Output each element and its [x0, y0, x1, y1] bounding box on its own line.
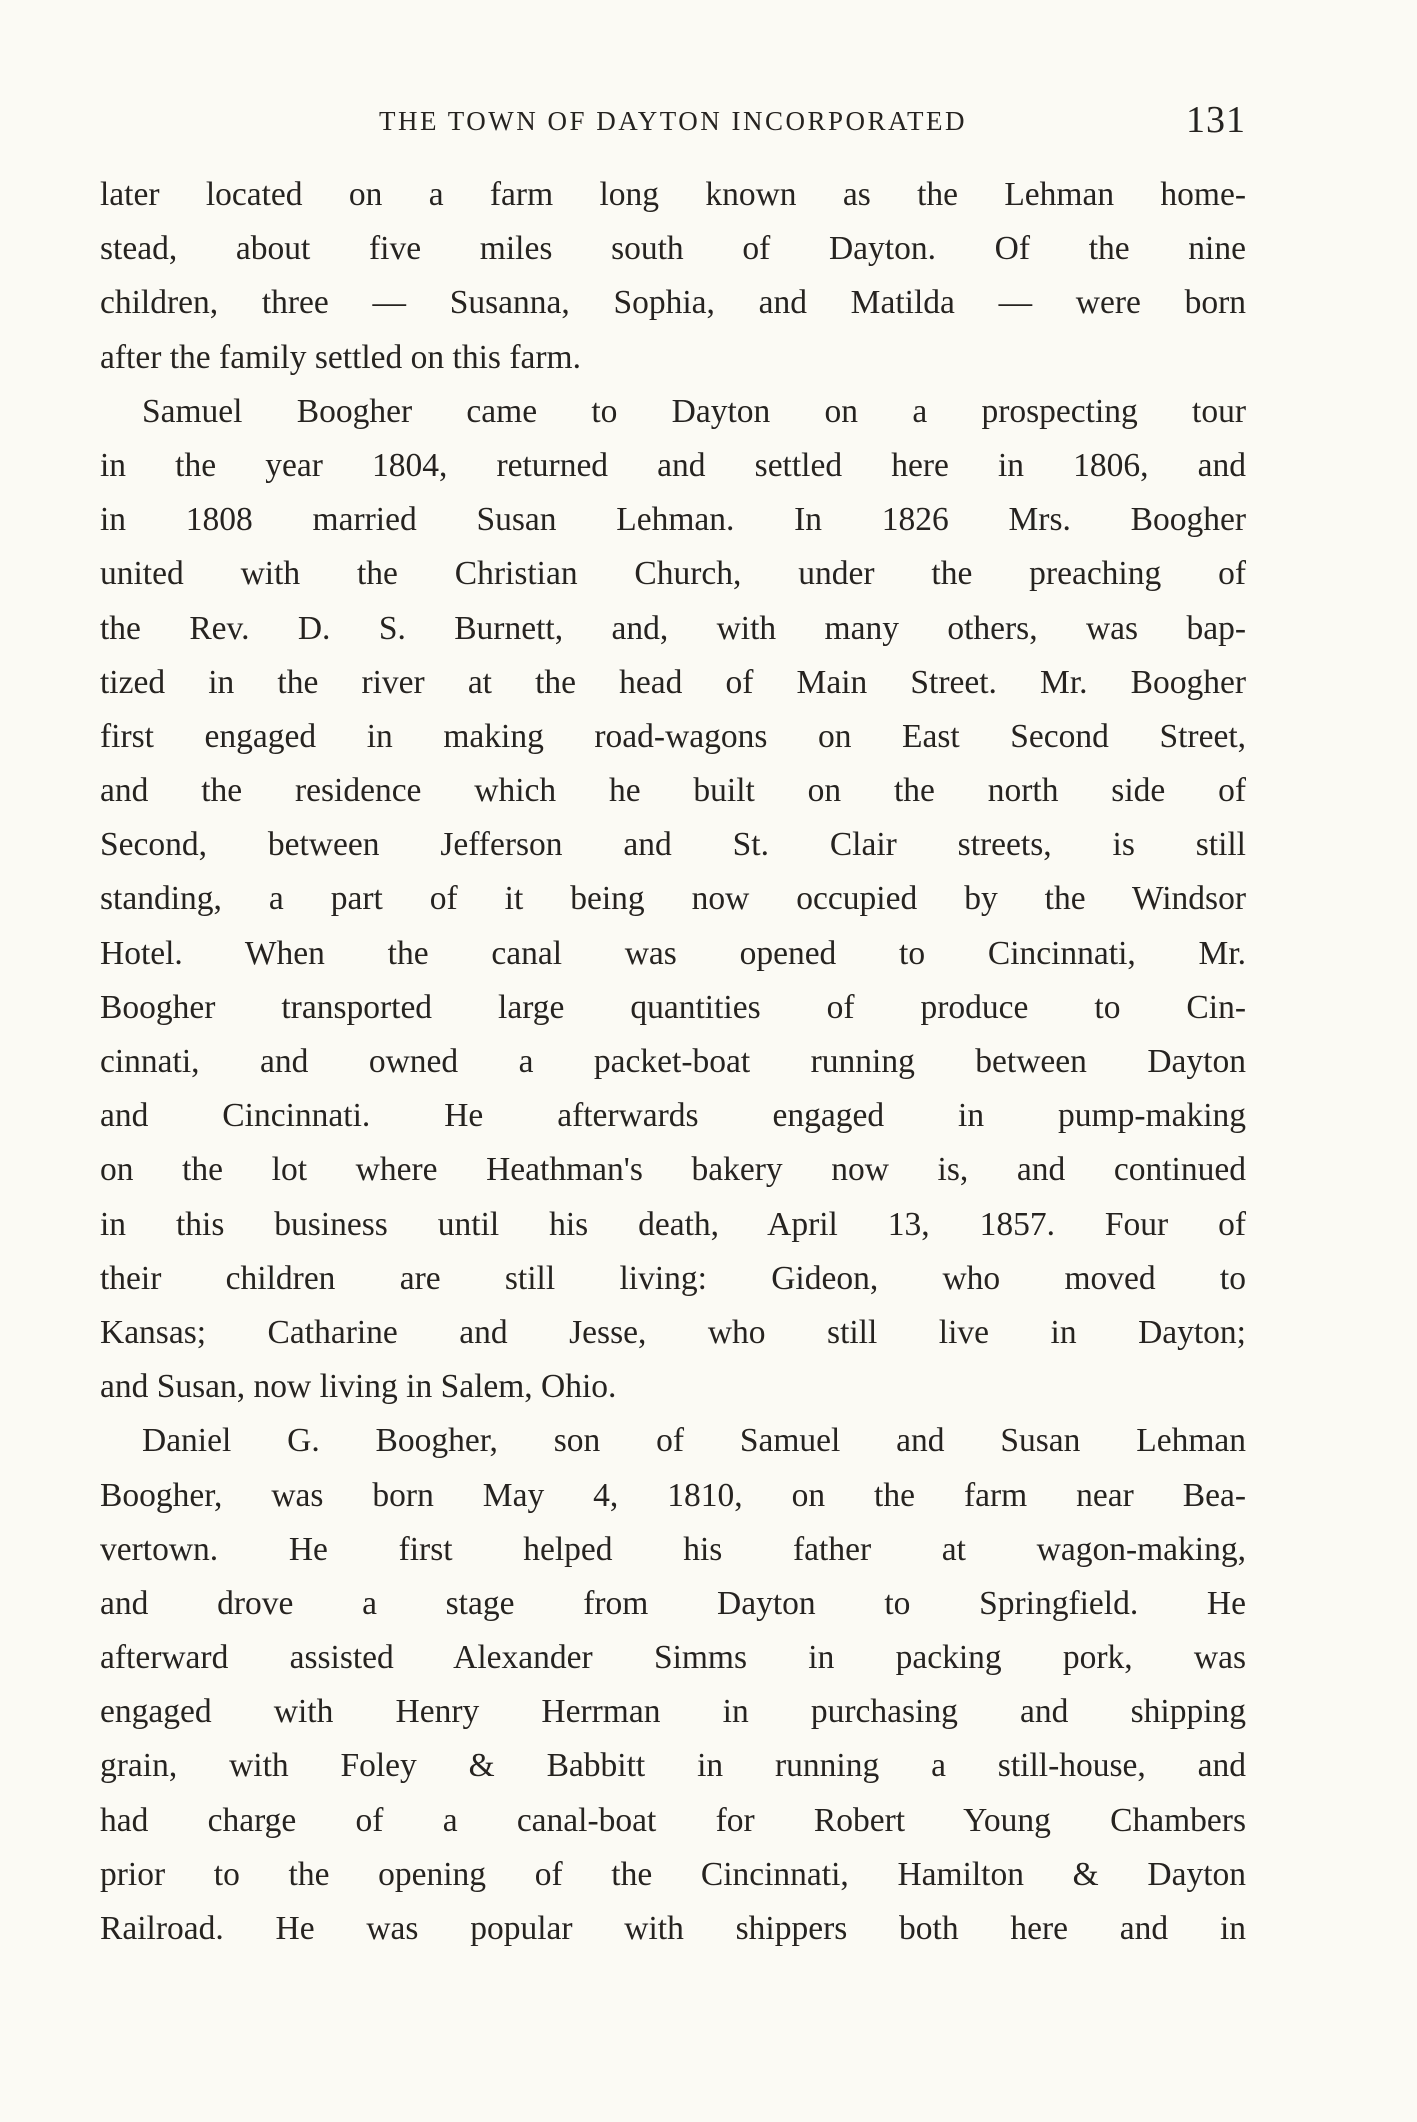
text-line: in 1808 married Susan Lehman. In 1826 Mrs. Boogher	[100, 501, 1246, 539]
text-line: Second, between Jefferson and St. Clair streets, is still	[100, 826, 1246, 864]
text-line: first engaged in making road-wagons on East Second Street,	[100, 717, 1246, 755]
text-line: vertown. He first helped his father at wagon-making,	[100, 1530, 1246, 1568]
text-line: afterward assisted Alexander Simms in packing pork, was	[100, 1639, 1246, 1677]
text-line: tized in the river at the head of Main Street. Mr. Boogher	[100, 663, 1246, 701]
text-line: and Susan, now living in Salem, Ohio.	[100, 1368, 617, 1406]
text-line: Hotel. When the canal was opened to Cincinnati, Mr.	[100, 934, 1246, 972]
text-line: stead, about five miles south of Dayton. Of the nine	[100, 230, 1246, 268]
text-line: Boogher transported large quantities of produce to Cin-	[100, 988, 1246, 1026]
text-line: children, three — Susanna, Sophia, and Matilda — were born	[100, 284, 1246, 322]
text-line: their children are still living: Gideon, who moved to	[100, 1259, 1246, 1297]
text-line: grain, with Foley & Babbitt in running a still-house, and	[100, 1747, 1246, 1785]
body-text	[100, 168, 1246, 1956]
text-line: in this business until his death, April 13, 1857. Four of	[100, 1205, 1246, 1243]
text-line: Railroad. He was popular with shippers both here and in	[100, 1910, 1246, 1947]
text-line: standing, a part of it being now occupied by the Windsor	[100, 880, 1246, 918]
text-line: and Cincinnati. He afterwards engaged in pump-making	[100, 1097, 1246, 1135]
text-line: in the year 1804, returned and settled here in 1806, and	[100, 446, 1246, 484]
text-line: Kansas; Catharine and Jesse, who still live in Dayton;	[100, 1313, 1246, 1351]
paragraph-2	[100, 385, 1246, 1415]
text-line: had charge of a canal-boat for Robert Young Chambers	[100, 1801, 1246, 1839]
text-line: Daniel G. Boogher, son of Samuel and Susan Lehman	[142, 1422, 1246, 1460]
text-line: the Rev. D. S. Burnett, and, with many others, was bap-	[100, 609, 1246, 647]
text-line: cinnati, and owned a packet-boat running between Dayton	[100, 1043, 1246, 1080]
text-line: on the lot where Heathman's bakery now is, and continued	[100, 1151, 1246, 1189]
text-line: united with the Christian Church, under the preaching of	[100, 555, 1246, 593]
text-line: Samuel Boogher came to Dayton on a prospecting tour	[142, 392, 1246, 430]
page-number: 131	[1186, 99, 1246, 141]
text-line: and drove a stage from Dayton to Springfield. He	[100, 1584, 1246, 1622]
running-head	[100, 98, 1246, 152]
text-line: Boogher, was born May 4, 1810, on the farm near Bea-	[100, 1476, 1246, 1514]
text-line: later located on a farm long known as the Lehman home-	[100, 176, 1246, 213]
paragraph-3	[100, 1414, 1246, 1956]
running-title: THE TOWN OF DAYTON INCORPORATED	[378, 106, 968, 136]
text-line: after the family settled on this farm.	[100, 338, 581, 376]
text-line: engaged with Henry Herrman in purchasing and shipping	[100, 1693, 1246, 1731]
paragraph-1	[100, 168, 1246, 385]
text-line: prior to the opening of the Cincinnati, Hamilton & Dayton	[100, 1855, 1246, 1893]
text-line: and the residence which he built on the north side of	[100, 772, 1246, 810]
